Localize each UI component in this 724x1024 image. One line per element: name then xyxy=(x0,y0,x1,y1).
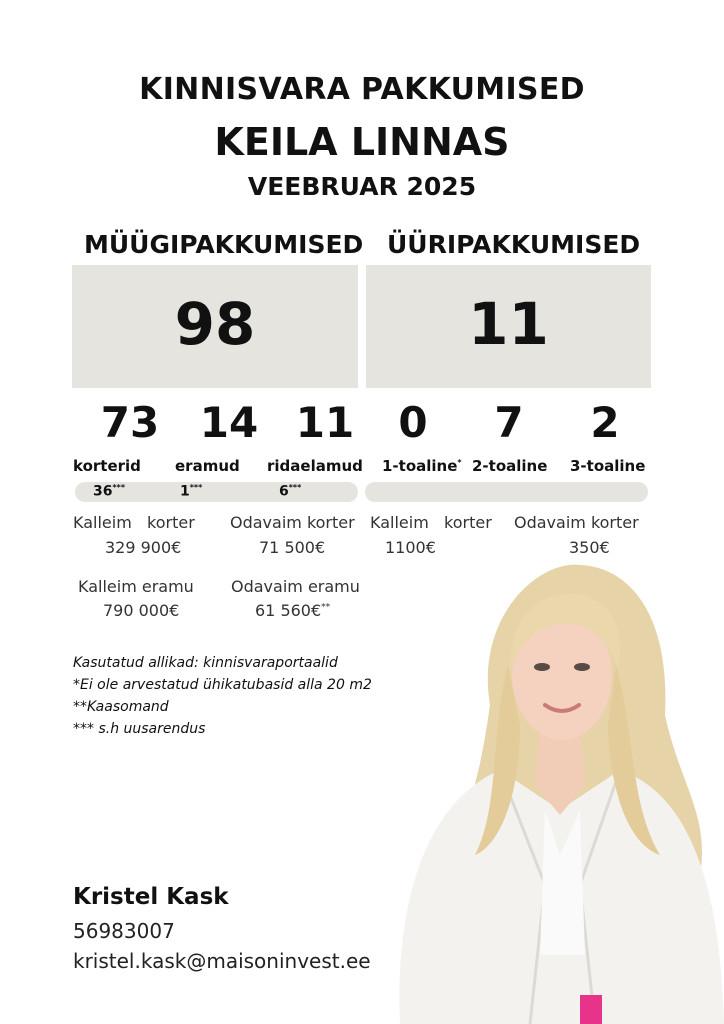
agent-phone[interactable]: 56983007 xyxy=(73,919,175,943)
agent-name: Kristel Kask xyxy=(73,884,229,910)
sale-rowhouses-new: 6*** xyxy=(279,483,302,500)
rent-total-value: 11 xyxy=(468,290,549,358)
sale-apartments-label: korterid xyxy=(73,457,141,475)
agent-portrait-image xyxy=(380,555,724,1024)
sale-cheapest-apartment-value: 71 500€ xyxy=(259,538,326,557)
rent-2room-count: 7 xyxy=(494,398,524,447)
sale-expensive-house-label: Kalleim eramu xyxy=(78,577,194,596)
rent-cheapest-label: Odavaim korter xyxy=(514,513,639,532)
sale-cheapest-apartment-label: Odavaim korter xyxy=(230,513,355,532)
rent-2room-label: 2-toaline xyxy=(472,457,548,475)
rent-3room-count: 2 xyxy=(590,398,620,447)
rent-expensive-value: 1100€ xyxy=(385,538,436,557)
sale-expensive-apartment-value: 329 900€ xyxy=(105,538,182,557)
rent-section-title: ÜÜRIPAKKUMISED xyxy=(387,230,641,259)
sale-apartments-count: 73 xyxy=(100,398,160,447)
rent-cheapest-value: 350€ xyxy=(569,538,610,557)
sale-rowhouses-count: 11 xyxy=(295,398,355,447)
sale-houses-count: 14 xyxy=(199,398,259,447)
sale-houses-label: eramud xyxy=(175,457,240,475)
sale-houses-new: 1*** xyxy=(180,483,203,500)
rent-3room-label: 3-toaline xyxy=(570,457,646,475)
period-title: VEEBRUAR 2025 xyxy=(247,172,477,201)
agent-email[interactable]: kristel.kask@maisoninvest.ee xyxy=(73,949,371,973)
note-coownership: **Kaasomand xyxy=(73,699,169,715)
rent-1room-count: 0 xyxy=(398,398,428,447)
note-new-development: *** s.h uusarendus xyxy=(73,721,206,737)
rent-expensive-label: Kalleim korter xyxy=(370,513,492,532)
sale-total-value: 98 xyxy=(174,290,256,358)
note-rooms: *Ei ole arvestatud ühikatubasid alla 20 m2 xyxy=(73,677,372,693)
sale-rowhouses-label: ridaelamud xyxy=(267,457,363,475)
rent-bar xyxy=(365,482,648,502)
sale-apartments-new: 36*** xyxy=(93,483,126,500)
sale-section-title: MÜÜGIPAKKUMISED xyxy=(84,230,364,259)
sale-cheapest-house-value: 61 560€** xyxy=(255,601,331,620)
note-sources: Kasutatud allikad: kinnisvaraportaalid xyxy=(73,655,338,671)
page-title: KEILA LINNAS xyxy=(214,120,510,164)
sale-expensive-house-value: 790 000€ xyxy=(103,601,180,620)
rent-1room-label: 1-toaline* xyxy=(382,457,462,475)
header-line-1: KINNISVARA PAKKUMISED xyxy=(139,72,585,107)
sale-cheapest-house-label: Odavaim eramu xyxy=(231,577,360,596)
sale-expensive-apartment-label: Kalleim korter xyxy=(73,513,195,532)
